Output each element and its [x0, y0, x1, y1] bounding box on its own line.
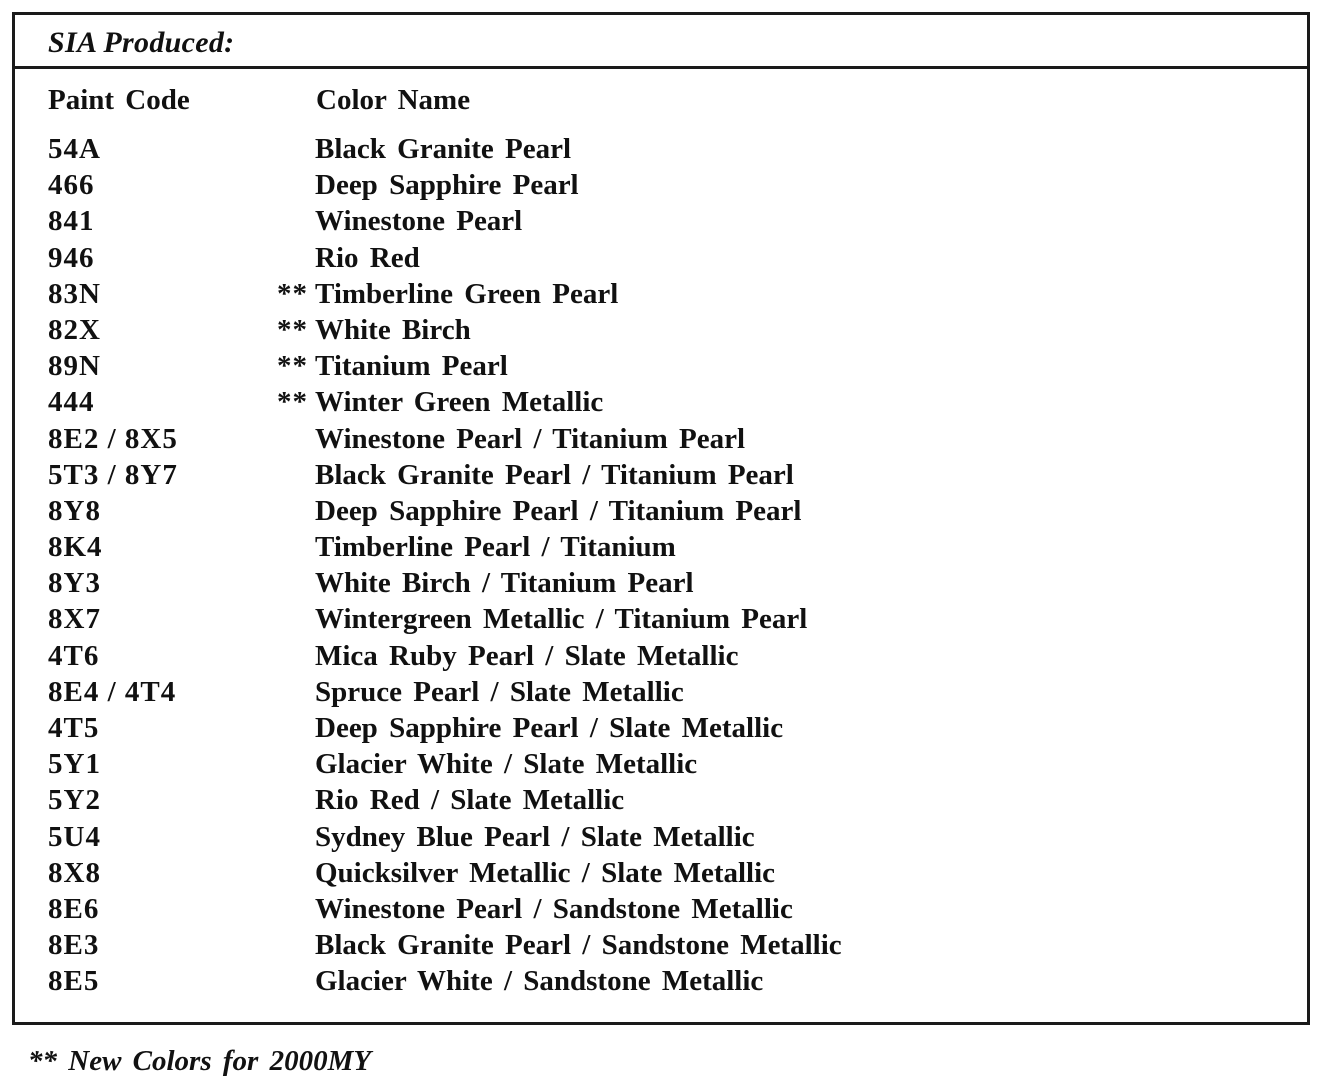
color-name-cell: Black Granite Pearl / Sandstone Metallic: [315, 929, 842, 962]
column-headers: [15, 84, 1307, 120]
paint-code-cell: 4T6: [48, 639, 100, 672]
paint-code-cell: 841: [48, 205, 95, 238]
table-row: [15, 891, 1307, 927]
table-row: [15, 348, 1307, 384]
paint-code-cell: 8E3: [48, 929, 100, 962]
paint-code-cell: 8K4: [48, 531, 103, 564]
paint-code-cell: 82X: [48, 313, 101, 346]
color-name-cell: Spruce Pearl / Slate Metallic: [315, 675, 684, 708]
table-row: [15, 493, 1307, 529]
new-color-marker: **: [277, 386, 308, 419]
color-name-cell: Black Granite Pearl / Titanium Pearl: [315, 458, 794, 491]
table-row: [15, 421, 1307, 457]
table-body: [15, 131, 1307, 1000]
color-name-cell: Glacier White / Slate Metallic: [315, 748, 698, 781]
paint-code-cell: 946: [48, 241, 95, 274]
color-name-cell: Black Granite Pearl: [315, 133, 572, 165]
table-row: [15, 384, 1307, 420]
paint-code-cell: 8E2 / 8X5: [48, 422, 178, 455]
color-name-cell: Rio Red / Slate Metallic: [315, 784, 625, 817]
table-row: [15, 927, 1307, 963]
paint-code-cell: 5T3 / 8Y7: [48, 458, 178, 491]
table-row: [15, 746, 1307, 782]
color-name-header: Color Name: [316, 84, 471, 116]
paint-code-cell: 8X7: [48, 603, 101, 636]
section-header: [15, 15, 1307, 69]
paint-code-cell: 8Y3: [48, 567, 101, 600]
table-row: [15, 131, 1307, 167]
color-name-cell: Deep Sapphire Pearl / Slate Metallic: [315, 712, 784, 744]
color-name-cell: Winter Green Metallic: [315, 386, 604, 419]
new-color-marker: **: [277, 277, 308, 310]
color-name-cell: White Birch / Titanium Pearl: [315, 567, 694, 600]
color-name-cell: Wintergreen Metallic / Titanium Pearl: [315, 603, 808, 636]
table-row: [15, 529, 1307, 565]
table-row: [15, 855, 1307, 891]
table-row: [15, 710, 1307, 746]
table-row: [15, 167, 1307, 203]
paint-code-cell: 8E4 / 4T4: [48, 675, 177, 708]
paint-code-cell: 8E5: [48, 965, 100, 998]
color-name-cell: Quicksilver Metallic / Slate Metallic: [315, 856, 776, 889]
color-name-cell: Titanium Pearl: [315, 350, 508, 383]
paint-code-cell: 54A: [48, 133, 101, 165]
table-row: [15, 565, 1307, 601]
paint-code-cell: 8E6: [48, 892, 100, 925]
paint-code-table: [12, 12, 1310, 1025]
color-name-cell: Sydney Blue Pearl / Slate Metallic: [315, 820, 755, 853]
color-name-cell: Winestone Pearl / Sandstone Metallic: [315, 892, 793, 925]
color-name-cell: Winestone Pearl: [315, 205, 523, 238]
paint-code-cell: 8Y8: [48, 494, 101, 527]
paint-code-cell: 83N: [48, 277, 101, 310]
paint-code-cell: 444: [48, 386, 95, 419]
paint-code-cell: 5U4: [48, 820, 101, 853]
table-row: [15, 312, 1307, 348]
footnote: ** New Colors for 2000MY: [28, 1045, 372, 1077]
color-name-cell: Timberline Green Pearl: [315, 277, 619, 310]
color-name-cell: Mica Ruby Pearl / Slate Metallic: [315, 639, 739, 672]
paint-code-cell: 5Y2: [48, 784, 101, 817]
new-color-marker: **: [277, 350, 308, 383]
color-name-cell: Timberline Pearl / Titanium: [315, 531, 676, 564]
paint-code-cell: 8X8: [48, 856, 101, 889]
table-row: [15, 638, 1307, 674]
section-title: SIA Produced:: [48, 26, 235, 59]
table-row: [15, 203, 1307, 239]
color-name-cell: Glacier White / Sandstone Metallic: [315, 965, 764, 998]
table-row: [15, 963, 1307, 999]
color-name-cell: Deep Sapphire Pearl / Titanium Pearl: [315, 494, 802, 527]
paint-code-cell: 89N: [48, 350, 101, 383]
color-name-cell: Winestone Pearl / Titanium Pearl: [315, 422, 746, 455]
color-name-cell: Rio Red: [315, 241, 420, 274]
table-row: [15, 276, 1307, 312]
table-row: [15, 819, 1307, 855]
color-name-cell: Deep Sapphire Pearl: [315, 169, 579, 202]
new-color-marker: **: [277, 313, 308, 346]
paint-code-cell: 4T5: [48, 712, 100, 744]
paint-code-header: Paint Code: [48, 84, 190, 116]
table-row: [15, 240, 1307, 276]
color-name-cell: White Birch: [315, 313, 471, 346]
table-row: [15, 601, 1307, 637]
paint-code-cell: 5Y1: [48, 748, 101, 781]
table-row: [15, 674, 1307, 710]
table-row: [15, 782, 1307, 818]
paint-code-cell: 466: [48, 169, 95, 202]
table-row: [15, 457, 1307, 493]
